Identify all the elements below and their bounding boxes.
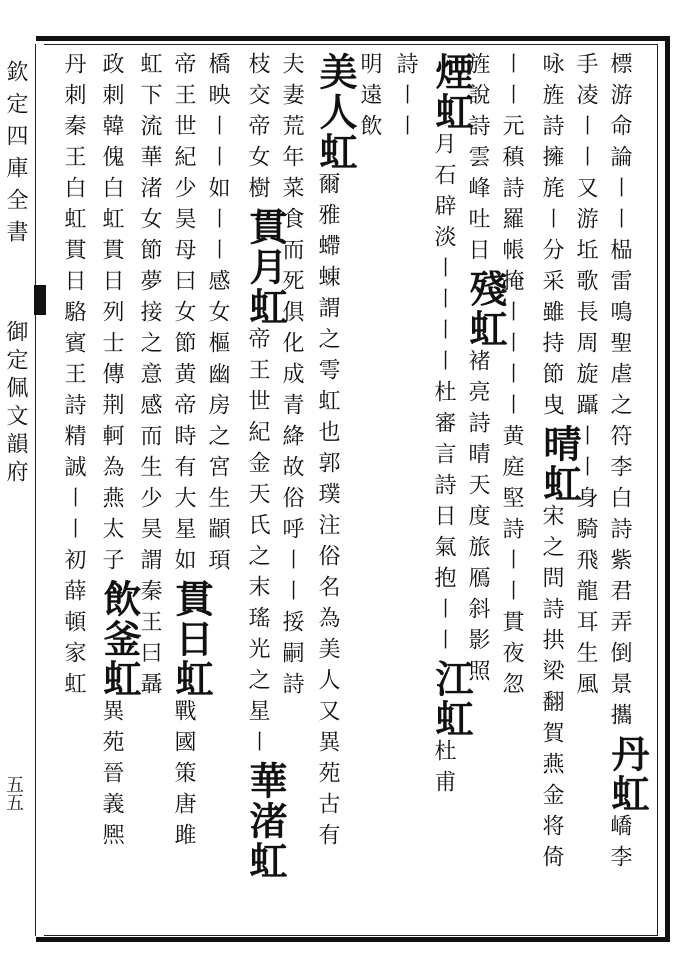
text-column <box>429 52 474 932</box>
fish-tail-mark <box>34 285 46 315</box>
entry-heading: 貫月虹 <box>243 207 288 327</box>
entry-heading: 丹虹 <box>605 734 650 814</box>
entry-text: 枝交帝女樹 <box>245 52 270 207</box>
entry-text: 橋映〡〡 <box>205 52 230 176</box>
entry-text: 明遠飲 <box>357 52 382 145</box>
entry-text: 褚亮詩晴天度旅鴈斜影照 <box>465 349 490 690</box>
entry-text: 異苑晉義熈 <box>99 699 124 854</box>
text-column <box>313 52 358 932</box>
entry-text: 宋之問詩拱梁翻賀燕金将倚 <box>539 504 564 876</box>
entry-text: 爾雅螮蝀謂之雩虹也郭璞注俗名為美人又異苑古有 <box>315 172 340 854</box>
text-column <box>243 52 288 932</box>
entry-heading: 貫日虹 <box>169 579 214 699</box>
text-column <box>537 52 582 932</box>
entry-text: 虹下流華渚女節夢接之意感而生少昊 <box>137 52 162 548</box>
margin-section-title: 御定佩文韻府 <box>3 320 28 488</box>
entry-text: 帝王世紀金天氏之末瑤光之星〡 <box>245 327 270 761</box>
entry-heading: 殘虹 <box>463 269 508 349</box>
margin-book-title: 欽定四庫全書 <box>3 60 28 252</box>
entry-text: 如〡〡感女樞幽房之宮生顓頊 <box>205 176 230 579</box>
text-column <box>605 52 650 932</box>
text-column <box>206 52 236 932</box>
entry-heading: 晴虹 <box>537 424 582 504</box>
text-column <box>62 52 92 932</box>
entry-text: 旌說詩雲峰吐日 <box>465 52 490 269</box>
entry-heading: 美人虹 <box>313 52 358 172</box>
entry-text: 戰國策唐雎 <box>171 699 196 854</box>
text-column <box>463 52 508 932</box>
entry-text: 標游命論〡〡榀雷鳴聖虐之符李白詩紫君弄倒景攜 <box>607 52 632 734</box>
margin-divider-line <box>35 44 36 936</box>
text-column <box>394 52 424 932</box>
entry-text: 夫妻荒年菜食而死俱化成青絳故俗呼〡〡挼嗣詩 <box>279 52 304 703</box>
entry-heading: 華渚虹 <box>243 761 288 881</box>
text-column <box>138 52 168 932</box>
entry-text: 嶠李 <box>607 814 632 876</box>
entry-text: 初薛頓家虹 <box>61 548 86 703</box>
entry-text: 咏旌詩擁旄〡分采雖持節曳 <box>539 52 564 424</box>
entry-text: 詩〡〡 <box>393 52 418 145</box>
entry-text: 〡〡黄庭堅詩〡〡貫夜忽 <box>499 362 524 703</box>
entry-text: 〡〡元稹詩羅帳掩〡〡 <box>499 52 524 362</box>
text-column <box>97 52 142 932</box>
entry-text: 月石辟淡〡〡 <box>431 132 456 318</box>
entry-text: 〡〡杜審言詩日氣抱〡〡 <box>431 318 456 659</box>
entry-text: 杜甫 <box>431 739 456 801</box>
text-column <box>358 52 388 932</box>
text-column <box>500 52 530 932</box>
entry-heading: 煙虹 <box>429 52 474 132</box>
entry-heading: 飲釜虹 <box>97 579 142 699</box>
entry-text: 帝王世紀少昊母曰女節黄帝時有大星如 <box>171 52 196 579</box>
text-column <box>169 52 214 932</box>
entry-heading: 江虹 <box>429 659 474 739</box>
entry-text: 丹刺秦王白虹貫日駱賓王詩精誠〡〡 <box>61 52 86 548</box>
entry-text: 手凌〡〡又游坵歌長周旋躡〡〡身騎飛龍耳生風 <box>573 52 598 703</box>
entry-text: 謂秦王曰聶 <box>137 548 162 703</box>
entry-text: 政刺韓傀白虹貫日列士傳荆軻為燕太子 <box>99 52 124 579</box>
margin-page-number: 五五 <box>3 775 24 811</box>
